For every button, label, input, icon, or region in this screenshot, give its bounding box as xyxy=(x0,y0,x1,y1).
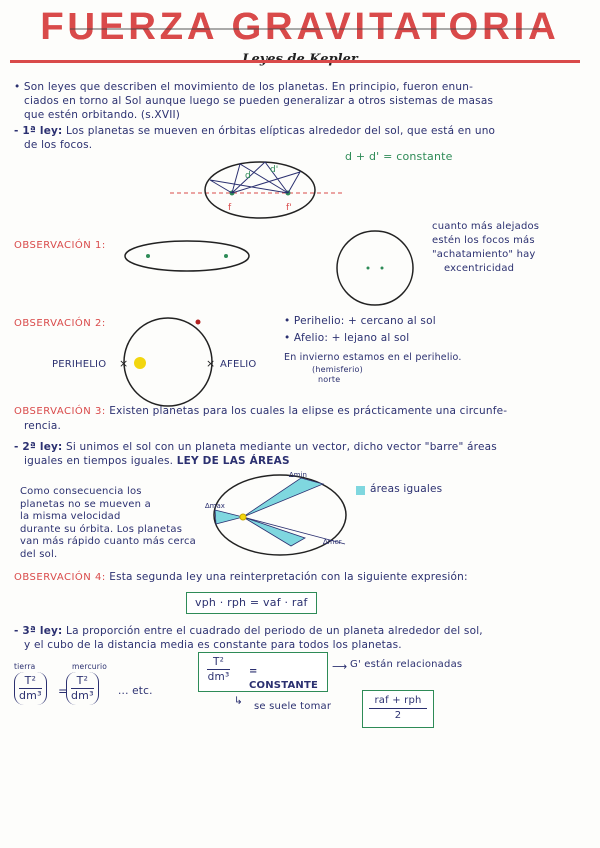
obs2-note-2: (hemisferio) xyxy=(312,365,363,374)
ley2-side-3: la misma velocidad xyxy=(20,511,121,522)
mean-distance-numerator: raf + rph xyxy=(369,694,427,709)
obs4-formula-box: vph · rph = vaf · raf xyxy=(186,592,317,614)
ley3-text xyxy=(14,624,598,652)
obs2-note-1: En invierno estamos en el perihelio. xyxy=(284,352,462,363)
ley3-box-numerator: T² xyxy=(207,655,230,670)
obs1-note-2: estén los focos más xyxy=(432,235,535,246)
obs1-note-3: "achatamiento" hay xyxy=(432,249,536,260)
etc-text: ... etc. xyxy=(118,685,153,697)
obs3-block xyxy=(14,404,594,433)
mercurio-label: mercurio xyxy=(72,662,108,671)
ley2-line-2: iguales en tiempos iguales. xyxy=(24,455,174,467)
ley2-side-6: del sol. xyxy=(20,548,58,560)
ley1-text xyxy=(14,124,594,152)
curved-arrow: ↳ xyxy=(234,695,243,707)
svg-text:×: × xyxy=(206,357,216,370)
title-underscribble xyxy=(70,28,540,30)
ley1-line-2: de los focos. xyxy=(24,139,93,151)
ley3-formula-box xyxy=(198,652,328,692)
obs2-items xyxy=(284,314,584,385)
afelio-label: AFELIO xyxy=(220,359,257,370)
ley2-text xyxy=(14,440,594,468)
flat-ellipse-icon xyxy=(120,236,255,276)
ley2-side-5: van más rápido cuanto más cerca xyxy=(20,536,196,547)
mean-distance-denominator: 2 xyxy=(394,710,402,721)
obs2-item-1: • Perihelio: + cercano al sol xyxy=(284,315,436,327)
obs3-label: OBSERVACIÓN 3: xyxy=(14,406,106,417)
label-amer: ∆mer xyxy=(323,538,342,546)
equals-sign: = xyxy=(58,684,69,698)
title-rule xyxy=(10,60,580,63)
intro-line-3: que estén orbitando. (s.XVII) xyxy=(24,109,181,121)
obs2-label: OBSERVACIÓN 2: xyxy=(14,318,106,329)
ley3-head: - 3ª ley: xyxy=(14,625,63,637)
ley3-suele: se suele tomar xyxy=(254,701,332,712)
mercurio-denominator: dm³ xyxy=(71,689,94,702)
label-fprime: f' xyxy=(286,203,292,213)
ley2-line-1: Si unimos el sol con un planeta mediante un vector, dicho vector "barre" áreas xyxy=(66,441,497,453)
intro-line-1: • Son leyes que describen el movimiento de los planetas. En principio, fueron enun- xyxy=(14,81,474,93)
obs4-label: OBSERVACIÓN 4: xyxy=(14,572,106,583)
ley3-line-1: La proporción entre el cuadrado del periodo de un planeta alrededor del sol, xyxy=(66,625,483,637)
intro-text xyxy=(14,80,594,122)
obs1-label: OBSERVACIÓN 1: xyxy=(14,240,106,251)
mean-distance-box xyxy=(362,690,434,728)
ellipse-foci-diagram xyxy=(170,150,350,225)
ley2-side-1: Como consecuencia los xyxy=(20,486,142,497)
intro-line-2: ciados en torno al Sol aunque luego se pueden generalizar a otros sistemas de masas xyxy=(24,95,494,107)
obs2-item-2: • Afelio: + lejano al sol xyxy=(284,332,410,344)
ley1-formula: d + d' = constante xyxy=(345,150,453,163)
ley2-law-name: LEY DE LAS ÁREAS xyxy=(176,455,290,467)
ley2-side-note xyxy=(20,486,210,561)
label-dprime: d' xyxy=(270,165,279,175)
tierra-label: tierra xyxy=(14,662,36,671)
ley3-constante: = CONSTANTE xyxy=(249,666,319,691)
areas-legend-label: áreas iguales xyxy=(370,483,443,495)
obs1-note-1: cuanto más alejados xyxy=(432,221,540,232)
tierra-numerator: T² xyxy=(19,674,42,689)
round-ellipse-icon xyxy=(334,228,416,308)
obs4-text: Esta segunda ley una reinterpretación con la siguiente expresión: xyxy=(109,571,468,583)
obs3-line-1: Existen planetas para los cuales la elipse es prácticamente una circunfe- xyxy=(109,405,508,417)
obs2-note-3: norte xyxy=(318,375,341,384)
label-amin: ∆min xyxy=(289,471,307,479)
mercurio-numerator: T² xyxy=(71,674,94,689)
obs4-block xyxy=(14,570,594,585)
circular-orbit-diagram xyxy=(118,310,218,410)
ley2-side-2: planetas no se mueven a xyxy=(20,498,151,510)
arrow-to-g: ⟶ xyxy=(332,661,348,673)
ley3-g-note: G' están relacionadas xyxy=(350,659,463,670)
label-amax: ∆max xyxy=(205,502,225,510)
label-f: f xyxy=(228,203,232,213)
obs1-note xyxy=(432,220,592,276)
perihelio-label: PERIHELIO xyxy=(52,359,107,370)
ratio-mercurio xyxy=(66,672,99,705)
equal-areas-diagram xyxy=(205,470,355,560)
label-d: d xyxy=(245,171,251,181)
obs1-note-4: excentricidad xyxy=(444,263,515,274)
areas-legend-swatch xyxy=(356,486,365,495)
ley1-line-1: Los planetas se mueven en órbitas elípticas alrededor del sol, que está en uno xyxy=(66,125,496,137)
ratio-tierra xyxy=(14,672,47,705)
ley3-line-2: y el cubo de la distancia media es constante para todos los planetas. xyxy=(24,639,402,651)
obs3-line-2: rencia. xyxy=(24,420,62,432)
ley1-head: - 1ª ley: xyxy=(14,125,63,137)
ley2-side-4: durante su órbita. Los planetas xyxy=(20,523,183,535)
ley2-head: - 2ª ley: xyxy=(14,441,63,453)
svg-text:×: × xyxy=(119,357,129,370)
page-title: FUERZA GRAVITATORIA xyxy=(40,6,560,48)
tierra-denominator: dm³ xyxy=(19,689,42,702)
ley3-box-denominator: dm³ xyxy=(207,671,230,683)
